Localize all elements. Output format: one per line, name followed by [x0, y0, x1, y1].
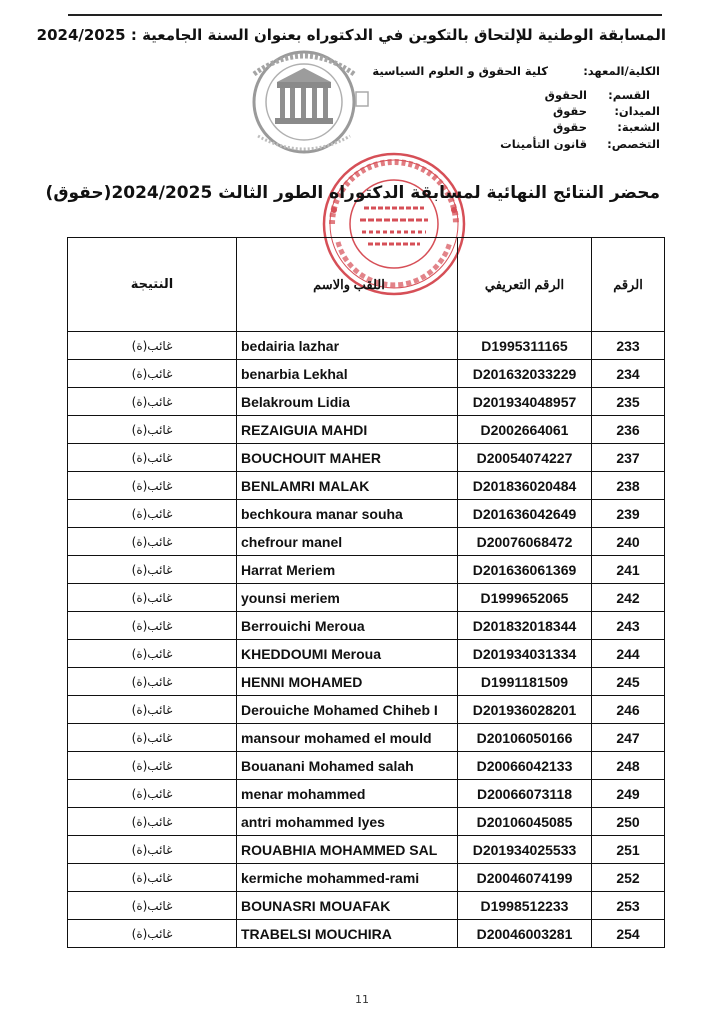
faculty-label: الكلية/المعهد: — [583, 64, 660, 78]
results-table — [67, 237, 665, 948]
id-cell: D20046074199 — [458, 864, 592, 892]
main-title: المسابقة الوطنية للإلتحاق بالتكوين في الدكتوراه بعنوان السنة الجامعية : 2024/2025 — [36, 26, 666, 44]
stream-value: حقوق — [552, 120, 587, 134]
id-cell: D20106045085 — [458, 808, 592, 836]
name-cell: REZAIGUIA MAHDI — [237, 416, 458, 444]
table-row — [68, 584, 665, 612]
id-cell: D201636061369 — [458, 556, 592, 584]
result-cell: غائب(ة) — [68, 416, 237, 444]
result-cell: غائب(ة) — [68, 780, 237, 808]
number-cell: 240 — [592, 528, 665, 556]
domain-label: الميدان: — [614, 104, 660, 118]
id-cell: D20066042133 — [458, 752, 592, 780]
result-cell: غائب(ة) — [68, 892, 237, 920]
number-cell: 252 — [592, 864, 665, 892]
name-cell: TRABELSI MOUCHIRA — [237, 920, 458, 948]
id-cell: D201936028201 — [458, 696, 592, 724]
id-cell: D201934048957 — [458, 388, 592, 416]
table-row — [68, 836, 665, 864]
id-cell: D1995311165 — [458, 332, 592, 360]
id-cell: D201832018344 — [458, 612, 592, 640]
faculty-logo — [232, 44, 382, 156]
table-row — [68, 696, 665, 724]
table-row — [68, 864, 665, 892]
result-cell: غائب(ة) — [68, 332, 237, 360]
name-cell: BOUCHOUIT MAHER — [237, 444, 458, 472]
id-cell: D20106050166 — [458, 724, 592, 752]
result-cell: غائب(ة) — [68, 864, 237, 892]
table-row — [68, 808, 665, 836]
result-cell: غائب(ة) — [68, 836, 237, 864]
header-result: النتيجة — [68, 238, 237, 332]
number-cell: 234 — [592, 360, 665, 388]
page-number: 11 — [355, 993, 369, 1006]
table-row — [68, 780, 665, 808]
number-cell: 253 — [592, 892, 665, 920]
result-cell: غائب(ة) — [68, 920, 237, 948]
number-cell: 249 — [592, 780, 665, 808]
number-cell: 245 — [592, 668, 665, 696]
result-cell: غائب(ة) — [68, 640, 237, 668]
table-row — [68, 332, 665, 360]
result-cell: غائب(ة) — [68, 472, 237, 500]
result-cell: غائب(ة) — [68, 528, 237, 556]
header-name: اللقب والاسم — [237, 238, 458, 332]
name-cell: mansour mohamed el mould — [237, 724, 458, 752]
number-cell: 236 — [592, 416, 665, 444]
result-cell: غائب(ة) — [68, 612, 237, 640]
result-cell: غائب(ة) — [68, 668, 237, 696]
name-cell: menar mohammed — [237, 780, 458, 808]
id-cell: D20076068472 — [458, 528, 592, 556]
number-cell: 246 — [592, 696, 665, 724]
number-cell: 243 — [592, 612, 665, 640]
header-number: الرقم — [592, 238, 665, 332]
domain-value: حقوق — [552, 104, 587, 118]
table-row — [68, 920, 665, 948]
number-cell: 241 — [592, 556, 665, 584]
name-cell: ROUABHIA MOHAMMED SAL — [237, 836, 458, 864]
id-cell: D20046003281 — [458, 920, 592, 948]
result-cell: غائب(ة) — [68, 388, 237, 416]
name-cell: bechkoura manar souha — [237, 500, 458, 528]
faculty-value: كلية الحقوق و العلوم السياسية — [372, 64, 548, 78]
name-cell: Belakroum Lidia — [237, 388, 458, 416]
name-cell: KHEDDOUMI Meroua — [237, 640, 458, 668]
table-row — [68, 416, 665, 444]
table-row — [68, 612, 665, 640]
table-row — [68, 892, 665, 920]
number-cell: 248 — [592, 752, 665, 780]
result-cell: غائب(ة) — [68, 584, 237, 612]
table-row — [68, 528, 665, 556]
name-cell: Harrat Meriem — [237, 556, 458, 584]
number-cell: 233 — [592, 332, 665, 360]
number-cell: 254 — [592, 920, 665, 948]
name-cell: chefrour manel — [237, 528, 458, 556]
id-cell: D1991181509 — [458, 668, 592, 696]
result-cell: غائب(ة) — [68, 360, 237, 388]
table-row — [68, 640, 665, 668]
table-row — [68, 752, 665, 780]
id-cell: D201636042649 — [458, 500, 592, 528]
id-cell: D1998512233 — [458, 892, 592, 920]
table-row — [68, 472, 665, 500]
number-cell: 235 — [592, 388, 665, 416]
department-label: القسم: — [608, 88, 650, 102]
name-cell: kermiche mohammed-rami — [237, 864, 458, 892]
result-cell: غائب(ة) — [68, 556, 237, 584]
top-rule — [68, 14, 662, 16]
id-cell: D201934025533 — [458, 836, 592, 864]
name-cell: benarbia Lekhal — [237, 360, 458, 388]
table-row — [68, 360, 665, 388]
number-cell: 247 — [592, 724, 665, 752]
number-cell: 237 — [592, 444, 665, 472]
result-cell: غائب(ة) — [68, 696, 237, 724]
result-cell: غائب(ة) — [68, 752, 237, 780]
name-cell: Derouiche Mohamed Chiheb I — [237, 696, 458, 724]
number-cell: 239 — [592, 500, 665, 528]
table-header-row — [68, 238, 665, 332]
number-cell: 242 — [592, 584, 665, 612]
table-row — [68, 556, 665, 584]
number-cell: 244 — [592, 640, 665, 668]
id-cell: D1999652065 — [458, 584, 592, 612]
number-cell: 250 — [592, 808, 665, 836]
header-id: الرقم التعريفي — [458, 238, 592, 332]
table-row — [68, 388, 665, 416]
name-cell: Berrouichi Meroua — [237, 612, 458, 640]
document-title: محضر النتائج النهائية لمسابقة الدكتوراه الطور الثالث 2024/2025(حقوق) — [45, 183, 660, 203]
number-cell: 238 — [592, 472, 665, 500]
id-cell: D201934031334 — [458, 640, 592, 668]
id-cell: D201836020484 — [458, 472, 592, 500]
name-cell: HENNI MOHAMED — [237, 668, 458, 696]
id-cell: D2002664061 — [458, 416, 592, 444]
stream-label: الشعبة: — [617, 120, 660, 134]
result-cell: غائب(ة) — [68, 724, 237, 752]
name-cell: younsi meriem — [237, 584, 458, 612]
name-cell: antri mohammed lyes — [237, 808, 458, 836]
id-cell: D20054074227 — [458, 444, 592, 472]
id-cell: D201632033229 — [458, 360, 592, 388]
department-value: الحقوق — [544, 88, 587, 102]
name-cell: BOUNASRI MOUAFAK — [237, 892, 458, 920]
number-cell: 251 — [592, 836, 665, 864]
table-row — [68, 668, 665, 696]
result-cell: غائب(ة) — [68, 500, 237, 528]
result-cell: غائب(ة) — [68, 808, 237, 836]
name-cell: bedairia lazhar — [237, 332, 458, 360]
table-row — [68, 500, 665, 528]
name-cell: Bouanani Mohamed salah — [237, 752, 458, 780]
table-row — [68, 724, 665, 752]
name-cell: BENLAMRI MALAK — [237, 472, 458, 500]
specialty-label: التخصص: — [607, 137, 660, 151]
id-cell: D20066073118 — [458, 780, 592, 808]
specialty-value: قانون التأمينات — [500, 137, 587, 151]
result-cell: غائب(ة) — [68, 444, 237, 472]
table-row — [68, 444, 665, 472]
